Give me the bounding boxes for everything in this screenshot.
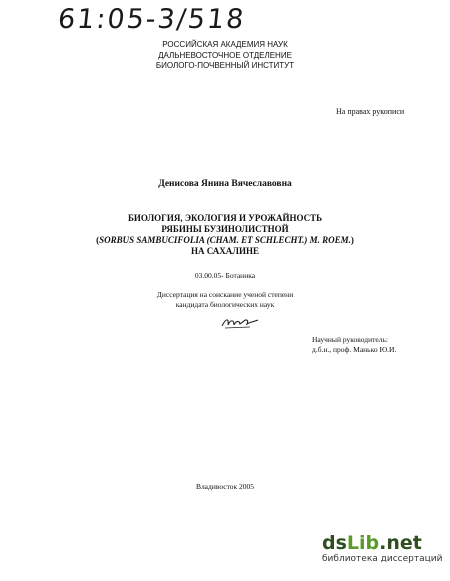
specialty-code: 03.00.05- Ботаника: [194, 271, 256, 280]
title-paren-open: (: [96, 235, 100, 245]
title-line-4: НА САХАЛИНЕ: [190, 246, 259, 256]
title-line-3: [0, 235, 450, 246]
org-line-institute: БИОЛОГО-ПОЧВЕННЫЙ ИНСТИТУТ: [155, 61, 295, 70]
scientific-supervisor: [312, 335, 396, 355]
supervisor-label: Научный руководитель:: [312, 335, 388, 344]
watermark-logo: dsLib.net: [322, 532, 422, 554]
author-name: Денисова Янина Вячеславовна: [158, 179, 292, 189]
supervisor-name: д.б.н., проф. Манько Ю.И.: [312, 345, 397, 354]
dslib-watermark: [322, 533, 442, 565]
watermark-tagline: библиотека диссертаций: [322, 554, 443, 564]
org-line-academy: РОССИЙСКАЯ АКАДЕМИЯ НАУК: [162, 40, 288, 49]
title-line-1: БИОЛОГИЯ, ЭКОЛОГИЯ И УРОЖАЙНОСТЬ: [127, 213, 323, 223]
city-year: Владивосток 2005: [195, 482, 255, 491]
rights-note: На правах рукописи: [336, 107, 405, 116]
signature-scribble: [220, 316, 260, 330]
dissertation-title: [0, 213, 450, 257]
title-latin-authors: (CHAM. ET SCHLECHT.) M. ROEM.: [204, 235, 351, 245]
dissertation-degree: [0, 290, 450, 310]
organization-header: [0, 40, 450, 72]
degree-line-1: Диссертация на соискание ученой степени: [156, 290, 294, 299]
degree-line-2: кандидата биологических наук: [175, 300, 275, 309]
org-line-branch: ДАЛЬНЕВОСТОЧНОЕ ОТДЕЛЕНИЕ: [158, 50, 292, 60]
title-line-2: РЯБИНЫ БУЗИНОЛИСТНОЙ: [161, 224, 289, 234]
handwritten-archive-code: 61:05-3/518: [56, 4, 248, 35]
title-paren-close: ): [350, 235, 354, 245]
title-latin-species: SORBUS SAMBUCIFOLIA: [99, 235, 205, 245]
